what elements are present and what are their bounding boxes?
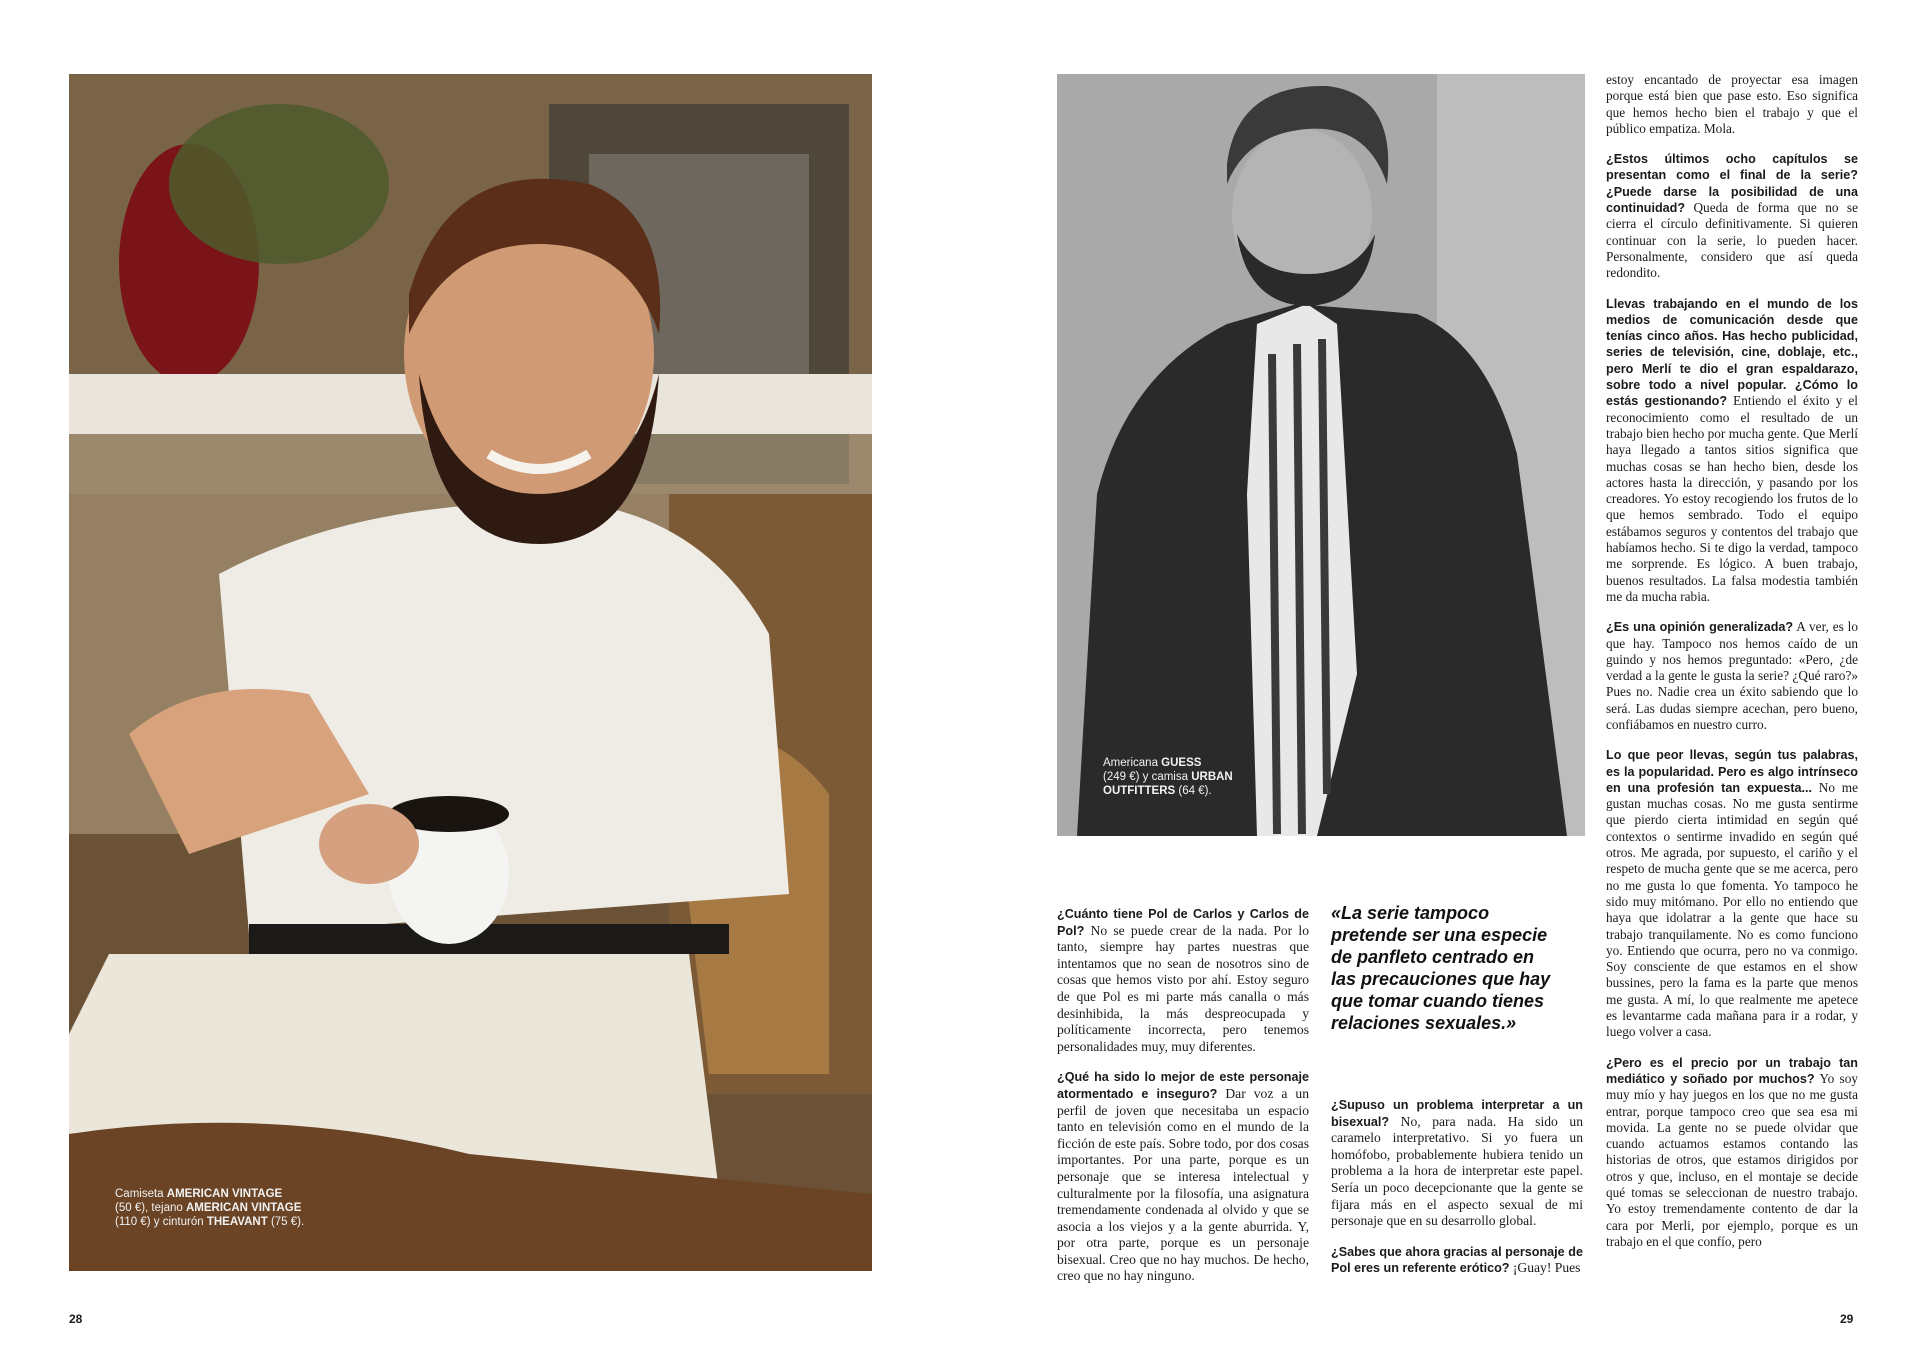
- caption-line-3: OUTFITTERS (64 €).: [1103, 785, 1212, 797]
- article-column-2: [1331, 1097, 1583, 1291]
- photo-illustration-bw: [1057, 74, 1585, 836]
- qa-paragraph: ¿Estos últimos ocho capítulos se presentan como el final de la serie? ¿Puede darse la posibilidad de una continuidad? Queda de forma que no se cierra el círculo definitivamente. Si quieren continuar con la serie, lo pueden hacer. Personalmente, considero que así queda redondito.: [1606, 152, 1858, 281]
- caption-line-1: Camiseta AMERICAN VINTAGE: [115, 1188, 283, 1200]
- qa-paragraph: Llevas trabajando en el mundo de los medios de comunicación desde que tenías cinco años. Has hecho publicidad, series de televisión, cine, doblaje, etc., pero Merlí te dio el gran espaldarazo, sobre todo a nivel popular. ¿Cómo lo estás gestionando? Entiendo el éxito y el reconocimiento como el resultado de un trabajo bien hecho por mucha gente. Que Merlí haya llegado a tantos sitios significa que muchas cosas se han hecho bien, desde los actores hasta la dirección, y pasando por los creadores. Yo estoy recogiendo los frutos de lo que hemos sembrado. Todo el equipo estábamos seguros y contentos del trabajo que habíamos hecho. Si te digo la verdad, tampoco me sorprende. Es lógico. A buen trabajo, buenos resultados. La falsa modestia también me da mucha rabia.: [1606, 296, 1858, 604]
- qa-paragraph: Lo que peor llevas, según tus palabras, es la popularidad. Pero es algo intrínseco en una profesión tan expuesta... No me gustan muchas cosas. No me gusta sentirme que pierdo cierta intimidad en según qué contextos o sentirme invadido en según qué otros. Me agrada, por supuesto, el cariño y el respeto de mucha gente que se me acerca, pero no me gusta lo que fomenta. Yo tampoco he sido muy mitómano. Por ello no entiendo que haya que idolatrar a la gente que hace su trabajo tranquilamente. No es como funciono yo. Entiendo que ocurra, pero no va conmigo. Soy consciente de que estamos en el show bussines, pero la fama es la parte que menos me gusta. A mí, lo que realmente me apetece es levantarme cada mañana para ir a rodar, y luego volver a casa.: [1606, 748, 1858, 1040]
- qa-paragraph: ¿Qué ha sido lo mejor de este personaje atormentado e inseguro? Dar voz a un perfil de joven que necesitaba un espacio tanto en televisión como en el mundo de la ficción de este país. Sobre todo, por dos cosas importantes. Por una parte, porque es un personaje que se interesa intelectual y culturalmente por la filosofía, una asignatura tremendamente condenada al olvido y que se asocia a los viejos y a la gente aburrida. Y, por otra parte, porque es un personaje bisexual. Creo que no hay muchos. De hecho, creo que no hay ninguno.: [1057, 1070, 1309, 1284]
- qa-paragraph: ¿Pero es el precio por un trabajo tan mediático y soñado por muchos? Yo soy muy mío y hay juegos en los que no me gusta entrar, porque tampoco creo que sea esa mi movida. La gente no se puede olvidar que cuando actuamos estamos contando las historias de otros, que estamos dirigidos por otros y que, incluso, en el montaje se decide qué tomas se seleccionan de nuestro trabajo. Yo estoy tremendamente contento de dar la cara por Merli, por ejemplo, porque es un trabajo en el que confío, pero: [1606, 1055, 1858, 1249]
- photo-illustration: [69, 74, 872, 1271]
- article-column-1: [1057, 906, 1309, 1299]
- page-number-right: 29: [1840, 1312, 1854, 1326]
- caption-line-1: Americana GUESS: [1103, 757, 1202, 769]
- qa-paragraph: ¿Sabes que ahora gracias al personaje de Pol eres un referente erótico? ¡Guay! Pues: [1331, 1244, 1583, 1276]
- photo-man-in-suit: [1057, 74, 1585, 836]
- qa-paragraph: ¿Es una opinión generalizada? A ver, es lo que hay. Tampoco nos hemos caído de un guindo y nos hemos preguntado: «Pero, ¿de verdad a la gente le gusta la serie? ¿Qué raro?» Pues no. Nadie crea un éxito sabiendo que lo será. Las dudas siempre acechan, pero bueno, confiábamos en nuestro curro.: [1606, 619, 1858, 732]
- pull-quote: «La serie tampoco pretende ser una especie de panfleto centrado en las precauciones que hay que tomar cuando tienes relaciones sexuales.»: [1331, 903, 1551, 1033]
- qa-paragraph: ¿Cuánto tiene Pol de Carlos y Carlos de Pol? No se puede crear de la nada. Por lo tanto, siempre hay partes nuestras que intentamos que no sean de nosotros sino de cosas que hemos visto por ahí. Estoy seguro de que Pol es mi parte más canalla o más desinhibida, la más despreocupada y políticamente incorrecta, pero tenemos personalidades muy, muy diferentes.: [1057, 907, 1309, 1054]
- photo-man-with-mug: [69, 74, 872, 1271]
- article-column-3: [1606, 72, 1858, 1264]
- caption-line-2: (50 €), tejano AMERICAN VINTAGE: [115, 1202, 302, 1214]
- photo-caption-left: [115, 1187, 304, 1229]
- photo-caption-right: [1103, 756, 1233, 798]
- caption-line-3: (110 €) y cinturón THEAVANT (75 €).: [115, 1216, 305, 1228]
- qa-paragraph: ¿Supuso un problema interpretar a un bisexual? No, para nada. Ha sido un caramelo interpretativo. Si yo fuera un homófobo, probablemente hubiera tenido un problema a la hora de interpretar este papel. Sería un poco decepcionante que la gente se fijara más en el aspecto sexual de mi personaje que en su desarrollo global.: [1331, 1098, 1583, 1229]
- caption-line-2: (249 €) y camisa URBAN: [1103, 771, 1233, 783]
- qa-paragraph: estoy encantado de proyectar esa imagen porque está bien que pase esto. Eso significa que hemos hecho bien el trabajo y que el público empatiza. Mola.: [1606, 72, 1858, 136]
- page-number-left: 28: [69, 1312, 83, 1326]
